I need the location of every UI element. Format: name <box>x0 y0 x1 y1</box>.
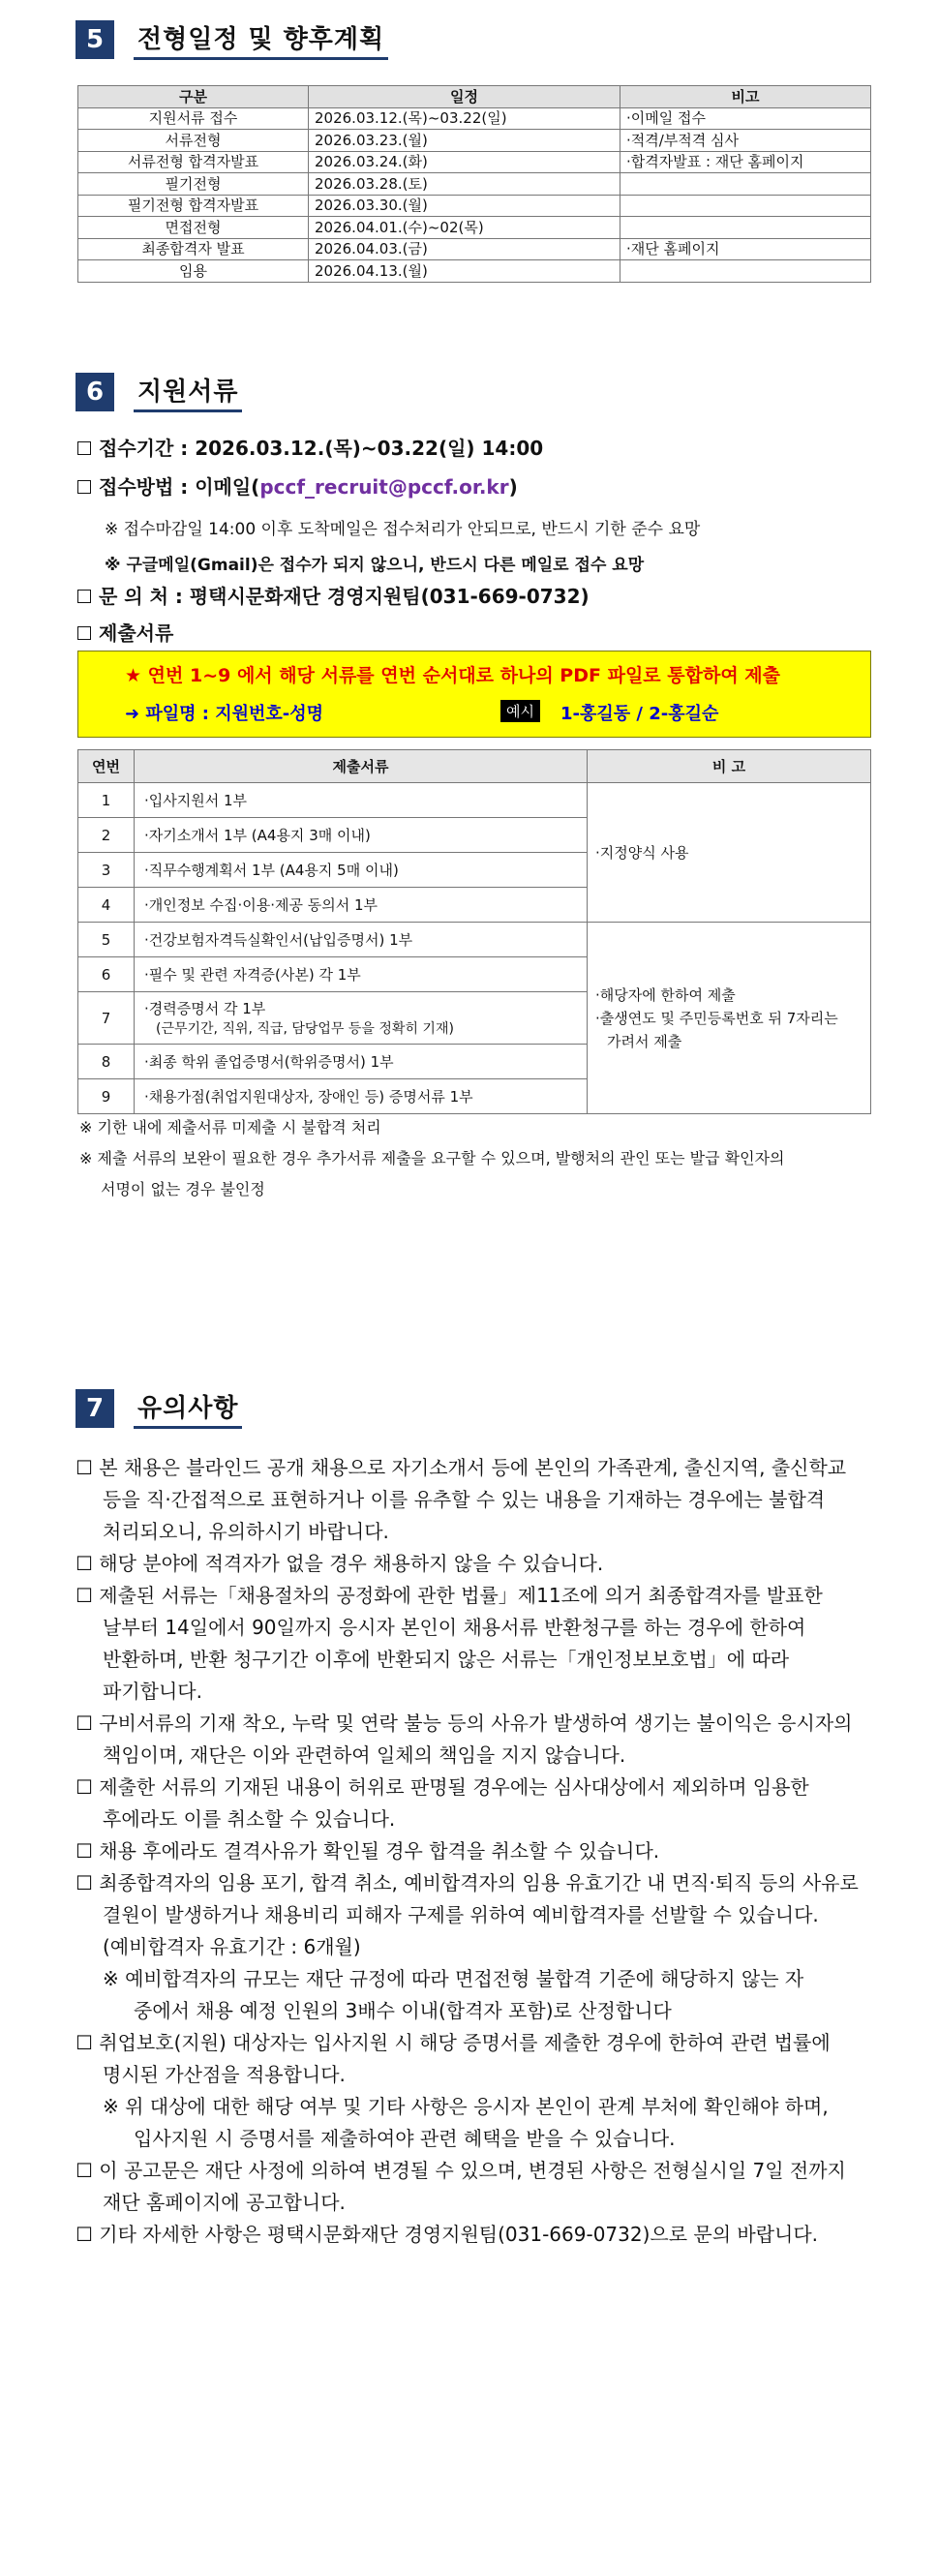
row-number: 3 <box>78 853 135 888</box>
caution-line: 중에서 채용 예정 인원의 3배수 이내(합격자 포함)로 산정합니다 <box>134 1999 672 2022</box>
doc-name: ·건강보험자격득실확인서(납입증명서) 1부 <box>135 923 588 957</box>
caution-line: ☐ 구비서류의 기재 착오, 누락 및 연락 불능 등의 사유가 발생하여 생기는 불이익은 응시자의 <box>76 1712 853 1735</box>
caution-line: ※ 예비합격자의 규모는 재단 규정에 따라 면접전형 불합격 기준에 해당하지 않는 자 <box>103 1967 804 1990</box>
table-row <box>78 238 871 260</box>
doc-name: ·필수 및 관련 자격증(사본) 각 1부 <box>135 957 588 992</box>
doc-note-deadline: ※ 기한 내에 제출서류 미제출 시 불합격 처리 <box>79 1118 381 1136</box>
table-row <box>78 783 871 818</box>
doc-name: ·채용가점(취업지원대상자, 장애인 등) 증명서류 1부 <box>135 1079 588 1114</box>
table-header: 구분 <box>78 86 309 108</box>
row-number: 1 <box>78 783 135 818</box>
table-cell: 최종합격자 발표 <box>78 238 309 260</box>
cautions-list <box>76 1452 871 2251</box>
doc-name-line: ·경력증명서 각 1부 <box>144 1000 266 1017</box>
caution-line: ☐ 기타 자세한 사항은 평택시문화재단 경영지원팀(031-669-0732)으로 문의 바랍니다. <box>76 2223 819 2246</box>
table-cell: ·재단 홈페이지 <box>620 238 871 260</box>
table-header: 비 고 <box>588 750 871 783</box>
caution-line: ☐ 이 공고문은 재단 사정에 의하여 변경될 수 있으며, 변경된 사항은 전형실시일 7일 전까지 <box>76 2159 846 2182</box>
apply-method: 접수방법 : 이메일(pccf_recruit@pccf.or.kr) <box>77 474 518 500</box>
table-cell: 2026.03.28.(토) <box>309 173 620 196</box>
table-cell: 2026.04.03.(금) <box>309 238 620 260</box>
table-header-row <box>78 750 871 783</box>
table-cell: 지원서류 접수 <box>78 107 309 130</box>
checkbox-icon <box>77 480 91 494</box>
caution-line: ☐ 제출된 서류는「채용절차의 공정화에 관한 법률」제11조에 의거 최종합격자를 발표한 <box>76 1584 823 1607</box>
doc-name: ·최종 학위 졸업증명서(학위증명서) 1부 <box>135 1045 588 1079</box>
table-header: 일정 <box>309 86 620 108</box>
section-title: 전형일정 및 향후계획 <box>134 19 388 60</box>
caution-line: 입사지원 시 증명서를 제출하여야 관련 혜택을 받을 수 있습니다. <box>134 2127 676 2150</box>
table-row <box>78 260 871 283</box>
table-cell: 2026.03.12.(목)~03.22(일) <box>309 107 620 130</box>
remark-line: ·출생연도 및 주민등록번호 뒤 7자리는 <box>595 1009 838 1027</box>
row-number: 7 <box>78 992 135 1045</box>
table-cell <box>620 217 871 239</box>
table-row <box>78 130 871 152</box>
caution-line: 책임이며, 재단은 이와 관련하여 일체의 책임을 지지 않습니다. <box>103 1743 626 1767</box>
table-header-row <box>78 86 871 108</box>
caution-line: 처리되오니, 유의하시기 바랍니다. <box>103 1520 389 1543</box>
row-number: 2 <box>78 818 135 853</box>
notice-line-filename: ➜ 파일명 : 지원번호-성명 <box>125 704 324 724</box>
table-header: 연번 <box>78 750 135 783</box>
email-link[interactable]: pccf_recruit@pccf.or.kr <box>259 475 509 499</box>
caution-line: ☐ 취업보호(지원) 대상자는 입사지원 시 해당 증명서를 제출한 경우에 한하여 관련 법률에 <box>76 2031 831 2054</box>
pdf-notice-box <box>77 651 871 738</box>
table-cell: 필기전형 합격자발표 <box>78 195 309 217</box>
section-title: 유의사항 <box>134 1388 242 1429</box>
section-number: 6 <box>76 373 114 411</box>
table-row <box>78 195 871 217</box>
apply-note-deadline: ※ 접수마감일 14:00 이후 도착메일은 접수처리가 안되므로, 반드시 기한 준수 요망 <box>105 520 701 539</box>
docs-label: 제출서류 <box>77 621 173 646</box>
doc-note-supplement-cont: 서명이 없는 경우 불인정 <box>101 1180 265 1198</box>
section-7-heading <box>76 1388 242 1429</box>
row-number: 4 <box>78 888 135 923</box>
caution-line: 명시된 가산점을 적용합니다. <box>103 2063 346 2086</box>
table-row <box>78 923 871 957</box>
table-cell: 2026.03.24.(화) <box>309 151 620 173</box>
checkbox-icon <box>77 441 91 455</box>
table-cell: ·합격자발표 : 재단 홈페이지 <box>620 151 871 173</box>
remark-cell: ·지정양식 사용 <box>588 783 871 923</box>
row-number: 5 <box>78 923 135 957</box>
table-cell: 서류전형 합격자발표 <box>78 151 309 173</box>
caution-line: ※ 위 대상에 대한 해당 여부 및 기타 사항은 응시자 본인이 관계 부처에 확인해야 하며, <box>103 2095 829 2118</box>
caution-line: 결원이 발생하거나 채용비리 피해자 구제를 위하여 예비합격자를 선발할 수 있습니다. <box>103 1903 819 1926</box>
example-badge: 예시 <box>500 700 540 722</box>
table-row <box>78 173 871 196</box>
contact-line: 문 의 처 : 평택시문화재단 경영지원팀(031-669-0732) <box>77 584 590 609</box>
table-cell: 2026.04.01.(수)~02(목) <box>309 217 620 239</box>
checkbox-icon <box>77 590 91 603</box>
table-cell: 2026.03.23.(월) <box>309 130 620 152</box>
remark-line: 가려서 제출 <box>607 1032 682 1050</box>
example-text: 1-홍길동 / 2-홍길순 <box>560 704 719 724</box>
table-cell: 2026.03.30.(월) <box>309 195 620 217</box>
table-row <box>78 217 871 239</box>
documents-table <box>77 749 871 1114</box>
section-title: 지원서류 <box>134 372 242 412</box>
table-row <box>78 151 871 173</box>
doc-name-detail: (근무기간, 직위, 직급, 담당업무 등을 정확히 기재) <box>156 1021 454 1037</box>
apply-note-gmail: ※ 구글메일(Gmail)은 접수가 되지 않으니, 반드시 다른 메일로 접수 요망 <box>105 556 645 575</box>
caution-line: 반환하며, 반환 청구기간 이후에 반환되지 않은 서류는「개인정보보호법」에 따라 <box>103 1648 790 1671</box>
row-number: 8 <box>78 1045 135 1079</box>
doc-note-supplement: ※ 제출 서류의 보완이 필요한 경우 추가서류 제출을 요구할 수 있으며, 발행처의 관인 또는 발급 확인자의 <box>79 1149 785 1167</box>
apply-period: 접수기간 : 2026.03.12.(목)~03.22(일) 14:00 <box>77 436 543 461</box>
notice-line-pdf: ★ 연번 1~9 에서 해당 서류를 연번 순서대로 하나의 PDF 파일로 통합하여 제출 <box>125 665 781 686</box>
doc-name: ·자기소개서 1부 (A4용지 3매 이내) <box>135 818 588 853</box>
section-number: 7 <box>76 1389 114 1428</box>
table-cell: 필기전형 <box>78 173 309 196</box>
caution-line: 재단 홈페이지에 공고합니다. <box>103 2191 346 2214</box>
table-cell: 서류전형 <box>78 130 309 152</box>
doc-name: ·직무수행계획서 1부 (A4용지 5매 이내) <box>135 853 588 888</box>
table-cell: 임용 <box>78 260 309 283</box>
table-cell <box>620 195 871 217</box>
doc-name: ·입사지원서 1부 <box>135 783 588 818</box>
table-header: 비고 <box>620 86 871 108</box>
row-number: 6 <box>78 957 135 992</box>
table-row <box>78 107 871 130</box>
table-cell: 면접전형 <box>78 217 309 239</box>
caution-line: 등을 직·간접적으로 표현하거나 이를 유추할 수 있는 내용을 기재하는 경우에는 불합격 <box>103 1488 826 1511</box>
caution-line: (예비합격자 유효기간 : 6개월) <box>103 1935 361 1958</box>
caution-line: ☐ 최종합격자의 임용 포기, 합격 취소, 예비합격자의 임용 유효기간 내 면직·퇴직 등의 사유로 <box>76 1871 859 1894</box>
table-cell: ·적격/부적격 심사 <box>620 130 871 152</box>
caution-line: 후에라도 이를 취소할 수 있습니다. <box>103 1807 396 1831</box>
section-5-heading <box>76 19 388 60</box>
table-cell <box>620 173 871 196</box>
caution-line: ☐ 본 채용은 블라인드 공개 채용으로 자기소개서 등에 본인의 가족관계, 출신지역, 출신학교 <box>76 1456 847 1479</box>
caution-line: 파기합니다. <box>103 1680 202 1703</box>
doc-name <box>135 992 588 1045</box>
schedule-table <box>77 85 871 283</box>
caution-line: ☐ 채용 후에라도 결격사유가 확인될 경우 합격을 취소할 수 있습니다. <box>76 1839 660 1863</box>
row-number: 9 <box>78 1079 135 1114</box>
section-number: 5 <box>76 20 114 59</box>
remark-cell <box>588 923 871 1114</box>
table-cell <box>620 260 871 283</box>
doc-name: ·개인정보 수집·이용·제공 동의서 1부 <box>135 888 588 923</box>
remark-line: ·해당자에 한하여 제출 <box>595 985 736 1004</box>
section-6-heading <box>76 372 242 412</box>
table-header: 제출서류 <box>135 750 588 783</box>
caution-line: ☐ 제출한 서류의 기재된 내용이 허위로 판명될 경우에는 심사대상에서 제외하며 임용한 <box>76 1775 809 1799</box>
checkbox-icon <box>77 626 91 640</box>
table-cell: 2026.04.13.(월) <box>309 260 620 283</box>
table-cell: ·이메일 접수 <box>620 107 871 130</box>
caution-line: 날부터 14일에서 90일까지 응시자 본인이 채용서류 반환청구를 하는 경우에 한하여 <box>103 1616 806 1639</box>
caution-line: ☐ 해당 분야에 적격자가 없을 경우 채용하지 않을 수 있습니다. <box>76 1552 604 1575</box>
